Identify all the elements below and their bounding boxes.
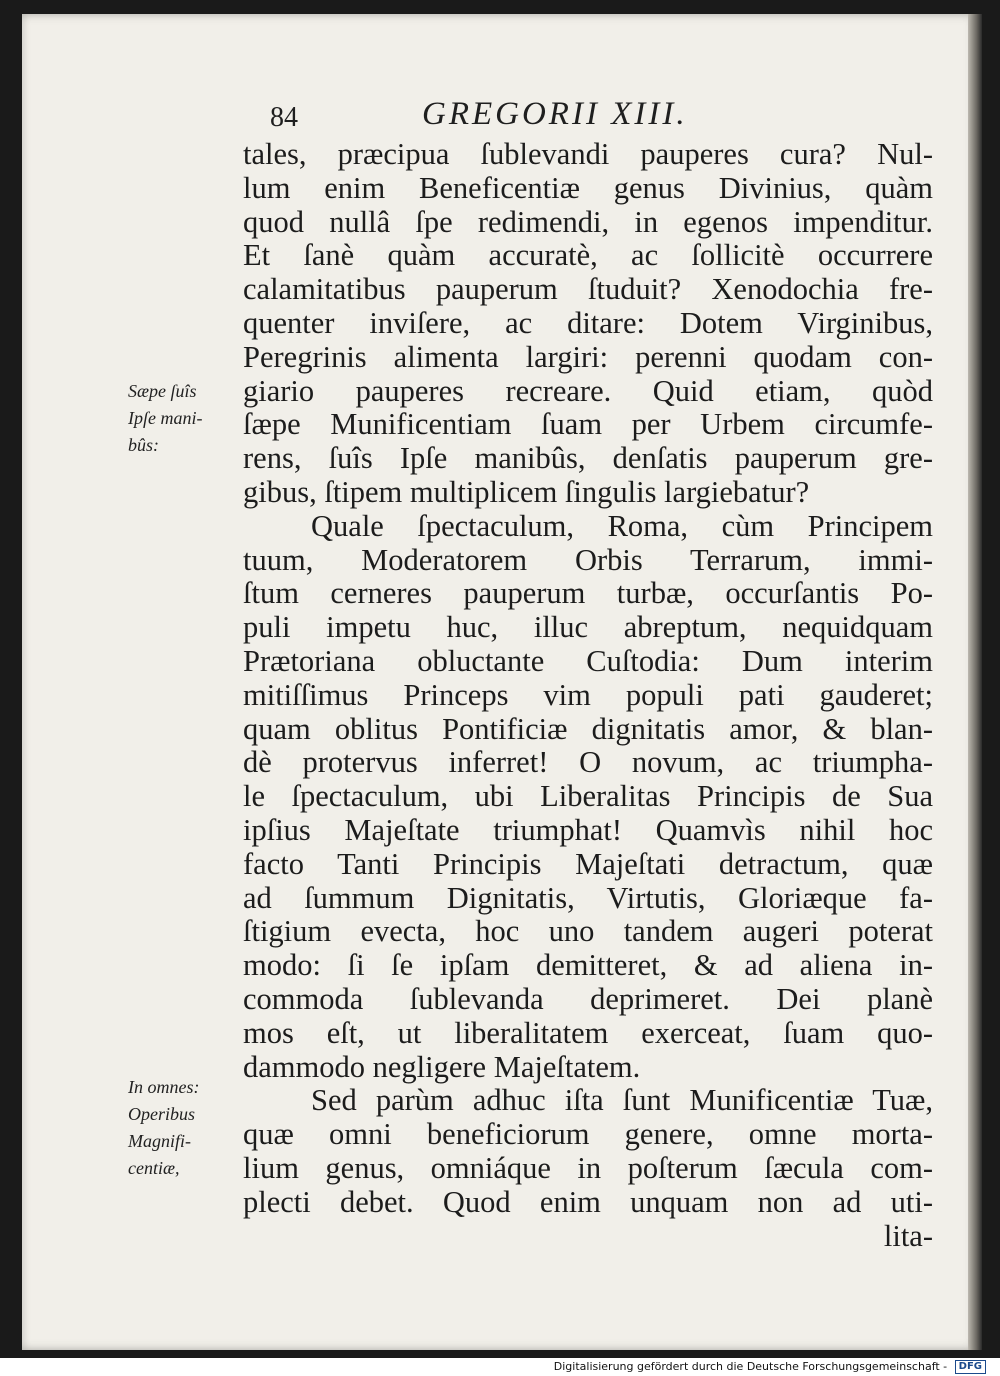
text-line: rens, ſuîs Ipſe manibûs, denſatis pauperum gre-: [243, 441, 933, 476]
running-title: GREGORII XIII.: [422, 96, 688, 132]
margin-note-line: In omnes:: [128, 1077, 200, 1097]
margin-note-1: [128, 378, 238, 459]
text-line: ipſius Majeſtate triumphat! Quamvìs nihil hoc: [243, 812, 933, 847]
text-line: modo: ſi ſe ipſam demitteret, & ad aliena in-: [243, 948, 933, 983]
body-text: [243, 138, 933, 1253]
text-line: quæ omni beneficiorum genere, omne morta-: [243, 1117, 933, 1152]
margin-note-line: centiæ,: [128, 1158, 180, 1178]
dfg-logo: DFG: [955, 1360, 986, 1374]
margin-note-line: Operibus: [128, 1104, 195, 1124]
text-line: quam oblitus Pontificiæ dignitatis amor, & blan-: [243, 711, 933, 746]
text-line: Peregrinis alimenta largiri: perenni quodam con-: [243, 339, 933, 374]
text-line: lum enim Beneficentiæ genus Divinius, quàm: [243, 170, 933, 205]
text-line: commoda ſublevanda deprimeret. Dei planè: [243, 981, 933, 1016]
text-line: Sed parùm adhuc iſta ſunt Munificentiæ Tuæ,: [311, 1083, 933, 1118]
text-line: plecti debet. Quod enim unquam non ad uti-: [243, 1184, 933, 1219]
text-line: dammodo negligere Majeſtatem.: [243, 1049, 641, 1084]
text-line: le ſpectaculum, ubi Liberalitas Principis de Sua: [243, 779, 933, 814]
margin-note-line: Ipſe mani-: [128, 408, 203, 428]
text-line: Et ſanè quàm accuratè, ac ſollicitè occurrere: [243, 238, 933, 273]
text-line: ſæpe Munificentiam ſuam per Urbem circumfe-: [243, 407, 933, 442]
catchword: lita-: [883, 1218, 933, 1253]
text-line: dè protervus inferret! O novum, ac triumpha-: [243, 745, 933, 780]
credit-text: Digitalisierung gefördert durch die Deutsche Forschungsgemeinschaft -: [553, 1360, 948, 1373]
text-line: puli impetu huc, illuc abreptum, nequidquam: [243, 610, 933, 645]
text-line: tales, præcipua ſublevandi pauperes cura? Nul-: [243, 137, 933, 171]
margin-note-line: Magnifi-: [128, 1131, 191, 1151]
text-line: ad ſummum Dignitatis, Virtutis, Gloriæque fa-: [243, 880, 933, 915]
funding-credit: [554, 1358, 986, 1376]
text-line: Prætoriana obluctante Cuſtodia: Dum interim: [243, 643, 933, 678]
text-line: ſtigium evecta, hoc uno tandem augeri poterat: [243, 914, 933, 949]
text-line: quod nullâ ſpe redimendi, in egenos impenditur.: [243, 204, 933, 239]
text-line: lium genus, omniáque in poſterum ſæcula com-: [243, 1150, 933, 1185]
text-line: calamitatibus pauperum ſtuduit? Xenodochia fre-: [243, 272, 933, 307]
page-edge: [968, 14, 982, 1350]
text-line: quenter inviſere, ac ditare: Dotem Virginibus,: [243, 305, 933, 340]
margin-note-line: bûs:: [128, 435, 159, 455]
text-line: giario pauperes recreare. Quid etiam, quòd: [243, 373, 933, 408]
page-number: 84: [270, 102, 298, 133]
text-line: ſtum cerneres pauperum turbæ, occurſantis Po-: [243, 576, 933, 611]
text-line: gibus, ſtipem multiplicem ſingulis largiebatur?: [243, 474, 810, 509]
text-line: tuum, Moderatorem Orbis Terrarum, immi-: [243, 542, 933, 577]
text-line: Quale ſpectaculum, Roma, cùm Principem: [311, 508, 933, 543]
text-line: facto Tanti Principis Majeſtati detractum, quæ: [243, 846, 933, 881]
text-line: mos eſt, ut liberalitatem exerceat, ſuam quo-: [243, 1015, 933, 1050]
margin-note-line: Sæpe ſuîs: [128, 381, 197, 401]
margin-note-2: [128, 1074, 238, 1182]
text-line: mitiſſimus Princeps vim populi pati gauderet;: [243, 677, 933, 712]
